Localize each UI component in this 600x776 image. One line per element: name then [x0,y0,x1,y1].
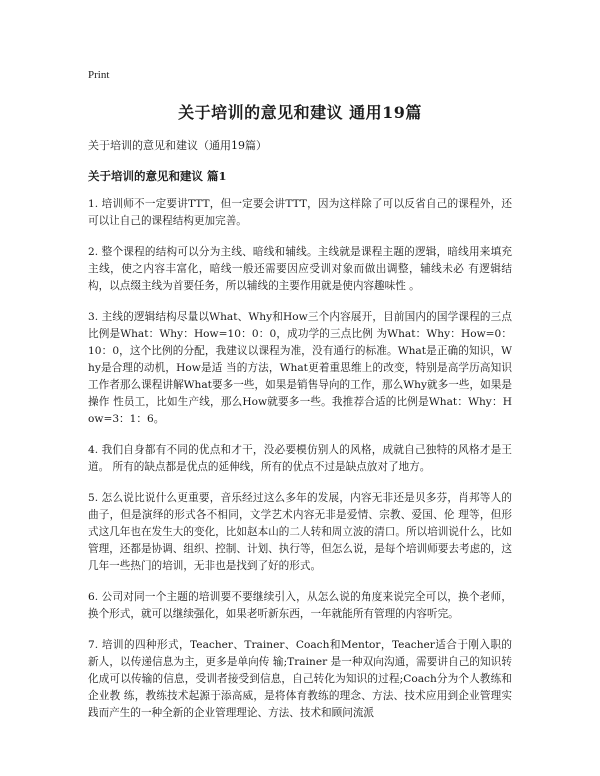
document-subtitle: 关于培训的意见和建议（通用19篇） [88,139,267,152]
paragraph-6: 6. 公司对同一个主题的培训要不要继续引入，从怎么说的角度来说完全可以，换个老师，换个形式，就可以继续强化，如果老听新东西，一年就能所有管理的内容听完。 [88,591,512,620]
paragraph-5: 5. 怎么说比说什么更重要，音乐经过这么多年的发展，内容无非还是贝多芬，肖邦等人的曲子，但是演绎的形式各不相同，文学艺术内容无非是爱情、宗教、爱国、伦 理等，但形式这几年也在发生大的变化，比如赵本山的二人转和周立波的清口。所以培训说什么，比如管理，还都是协调、组织、控制、计划、执行等，但怎么说，是每个培训师要去考虑的，这几年一些热门的培训，无非也是找到了好的形式。 [88,492,512,572]
paragraph-2: 2. 整个课程的结构可以分为主线、暗线和辅线。主线就是课程主题的逻辑，暗线用来填充主线，使之内容丰富化，暗线一般还需要因应受训对象而做出调整，辅线未必 有逻辑结构，以点缀主线为首要任务，所以辅线的主要作用就是使内容趣味性 。 [88,246,512,292]
paragraph-3: 3. 主线的逻辑结构尽量以What、Why和How三个内容展开，目前国内的国学课程的三点比例是What：Why：How=10：0：0，成功学的三点比例 为What：Why：How=0：10：0，这个比例的分配，我建议以课程为准，没有通行的标准。What是正确的知识，Why是合理的动机，How是适 当的方法，What更着重思维上的改变，特别是高学历高知识工作者那么课程讲解What要多一些，如果是销售导向的工作，那么Why就多一些，如果是操作 性员工，比如生产线，那么How就要多一些。我推荐合适的比例是What：Why：How=3：1：6。 [88,311,512,425]
paragraph-7: 7. 培训的四种形式，Teacher、Trainer、Coach和Mentor，Teacher适合于刚入职的新人，以传递信息为主，更多是单向传 输;Trainer 是一种双向沟通，需要讲自己的知识转化成可以传输的信息，受训者接受到信息，自己转化为知识的过程;Coach分为个人教练和企业教 练，教练技术起源于添高威，是将体育教练的理念、方法、技术应用到企业管理实践而产生的一种全新的企业管理理论、方法、技术和顾问流派 [88,639,512,719]
document-page [88,68,512,736]
section-heading: 关于培训的意见和建议 篇1 [88,169,227,183]
print-label[interactable]: Print [88,69,110,81]
paragraph-1: 1. 培训师不一定要讲TTT，但一定要会讲TTT，因为这样除了可以反省自己的课程外，还可以让自己的课程结构更加完善。 [88,198,512,227]
document-title: 关于培训的意见和建议 通用19篇 [178,103,422,122]
paragraph-4: 4. 我们自身都有不同的优点和才干，没必要模仿别人的风格，成就自己独特的风格才是王道。 所有的缺点都是优点的延伸线，所有的优点不过是缺点放对了地方。 [88,444,512,473]
